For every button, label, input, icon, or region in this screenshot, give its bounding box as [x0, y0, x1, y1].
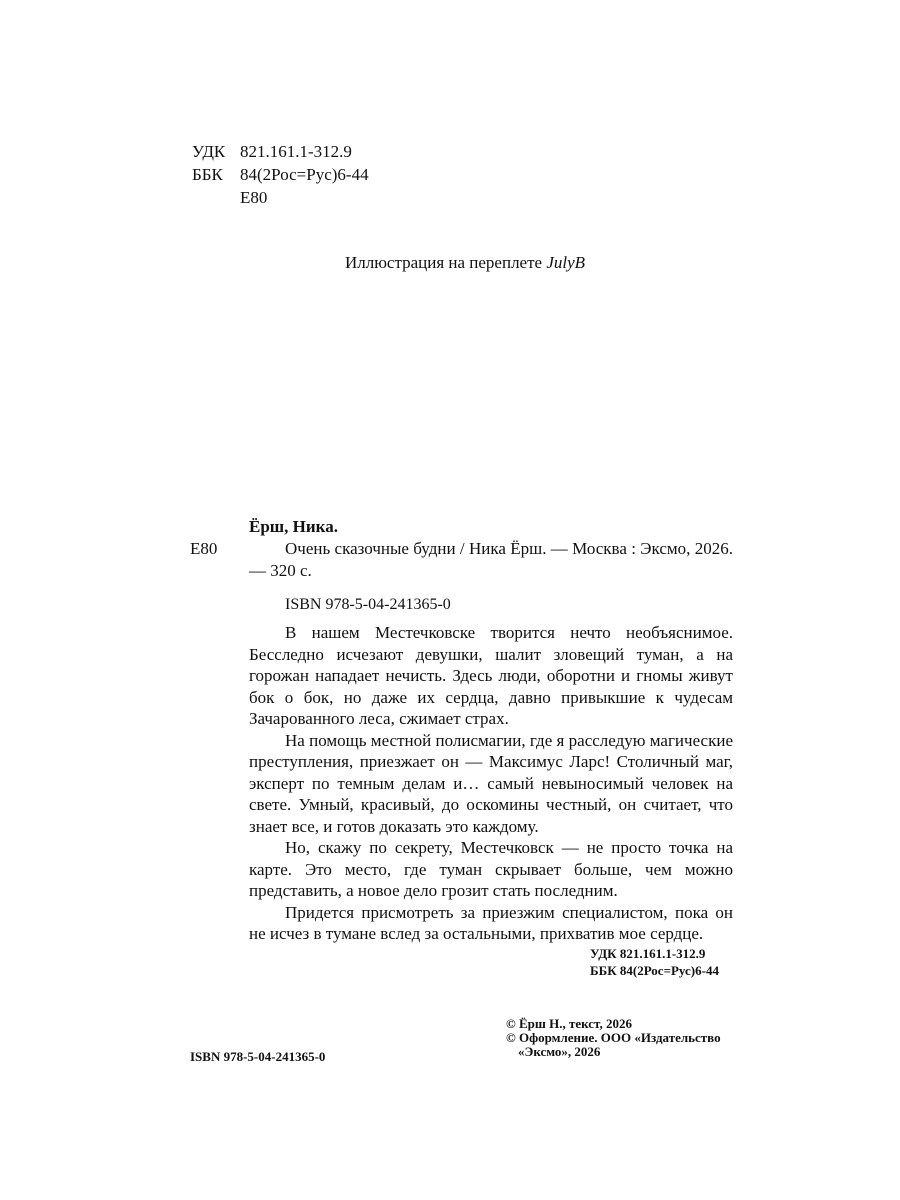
record-title-line: Очень сказочные будни / Ника Ёрш. — Москва : Эксмо, 2026. — 320 с.: [249, 539, 733, 580]
copyright-design: © Оформление. ООО «Издательство: [506, 1030, 721, 1045]
author-sign: Е80: [240, 188, 268, 207]
footer-udk: УДК 821.161.1-312.9: [590, 946, 706, 961]
udk-value: 821.161.1-312.9: [240, 142, 352, 161]
illustration-prefix: Иллюстрация на переплете: [344, 253, 547, 272]
footer-bbk: ББК 84(2Рос=Рус)6-44: [590, 963, 719, 978]
annotation: [249, 622, 733, 945]
bbk-value: 84(2Рос=Рус)6-44: [240, 165, 369, 184]
copyright-block: [506, 1017, 721, 1059]
annotation-paragraph: Но, скажу по секрету, Местечковск — не просто точка на карте. Это место, где туман скрывает больше, чем можно представить, а новое дело грозит стать последним.: [249, 838, 733, 900]
bbk-label: ББК: [192, 165, 223, 184]
record-author: Ёрш, Ника.: [249, 517, 338, 536]
illustration-credit: [0, 252, 900, 274]
udk-row: [192, 141, 352, 163]
copyright-text: © Ёрш Н., текст, 2026: [506, 1016, 632, 1031]
record-isbn: ISBN 978-5-04-241365-0: [285, 596, 451, 613]
udk-label: УДК: [192, 142, 226, 161]
record-side-code: Е80: [190, 539, 218, 558]
copyright-design-cont: «Эксмо», 2026: [518, 1044, 601, 1059]
bbk-row: [192, 164, 369, 186]
annotation-paragraph: Придется присмотреть за приезжим специалистом, пока он не исчез в тумане вслед за остальными, прихватив мое сердце.: [249, 902, 733, 943]
footer-classification: [590, 945, 719, 979]
illustration-artist: JulyB: [546, 253, 586, 272]
annotation-paragraph: На помощь местной полисмагии, где я расследую магические преступления, приезжает он — Максимус Ларс! Столичный маг, эксперт по темным делам и… самый невыносимый человек на свете. Умный, красивый, до оскомины честный, он считает, что знает все, и готов доказать это каждому.: [249, 730, 733, 836]
annotation-paragraph: В нашем Местечковске творится нечто необъяснимое. Бесследно исчезают девушки, шалит зловещий туман, а на горожан нападает нечисть. Здесь люди, оборотни и гномы живут бок о бок, но даже их сердца, давно привыкшие к чудесам Зачарованного леса, сжимает страх.: [249, 623, 733, 728]
footer-isbn: ISBN 978-5-04-241365-0: [190, 1049, 326, 1064]
